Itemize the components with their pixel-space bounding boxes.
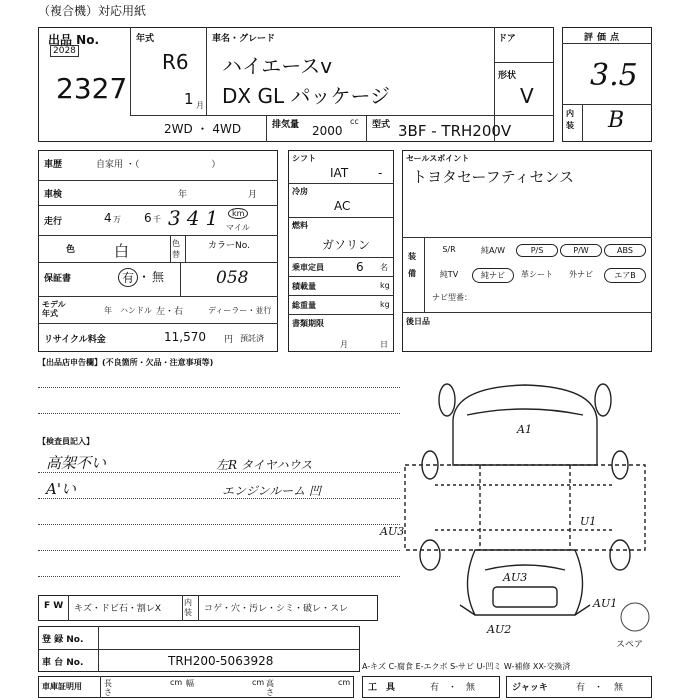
- equipment-item: P/S: [516, 244, 558, 257]
- capacity-label: 乗車定員: [292, 263, 324, 272]
- damage-mark-6: AU2: [487, 623, 512, 636]
- gross-weight-label: 総重量: [292, 301, 316, 310]
- drive-value: 2WD ・ 4WD: [164, 122, 242, 136]
- exhibitor-label: 【出品店申告欄】(不良箇所・欠品・注意事項等): [38, 358, 214, 367]
- sales-point-value: トヨタセーフティセンス: [412, 168, 575, 186]
- equipment-label: 装備: [408, 252, 416, 278]
- color-code-label: カラーNo.: [208, 241, 250, 251]
- shift-value: IAT: [330, 166, 349, 180]
- inspector-note-4: エンジンルーム 凹: [222, 484, 321, 498]
- interior-score: B: [608, 108, 625, 133]
- displacement-unit: cc: [350, 117, 359, 126]
- mileage-thousand-unit: 千: [153, 215, 161, 224]
- color-label: 色: [66, 245, 76, 255]
- certificate-width: 幅: [186, 679, 194, 688]
- damage-mark-4: AU3: [503, 571, 528, 584]
- model-code-label: 型式: [372, 120, 391, 130]
- registration-label: 登 録 No.: [42, 635, 84, 645]
- mileage-thousand: 6: [144, 211, 152, 225]
- tools-label: 工 具: [368, 683, 396, 693]
- inspector-note-1: 高架不い: [46, 454, 107, 472]
- inspection-month-unit: 月: [248, 190, 258, 200]
- vehicle-name-label: 車名・グレード: [212, 34, 276, 44]
- aircon-label: 冷房: [292, 187, 308, 196]
- certificate-unit-2: cm: [252, 678, 265, 687]
- chassis-label: 車 台 No.: [42, 658, 84, 668]
- damage-legend: A-キズ C-腐食 E-エクボ S-サビ U-凹ミ W-補修 XX-交換済: [362, 662, 571, 671]
- inspector-note-3: 左R タイヤハウス: [216, 458, 313, 472]
- equipment-item: 純ナビ: [472, 268, 514, 283]
- mileage-mile-unit: マイル: [226, 223, 250, 232]
- lot-number: 2327: [56, 72, 128, 105]
- history-value: 自家用 ・（ ）: [96, 160, 221, 170]
- gross-weight-unit: kg: [380, 300, 390, 309]
- year-label: 年式: [136, 34, 155, 44]
- dealer-value: ディーラー・並行: [208, 306, 272, 315]
- shape-label: 形状: [498, 71, 517, 81]
- aircon-value: AC: [334, 199, 351, 213]
- warranty-no: 無: [152, 270, 165, 284]
- recycle-amount: 11,570: [164, 330, 206, 344]
- documents-month-unit: 月: [340, 340, 348, 349]
- damage-mark-2: U1: [580, 515, 597, 528]
- equipment-item: ABS: [604, 244, 646, 257]
- certificate-unit-1: cm: [170, 678, 183, 687]
- damage-mark-5: AU1: [593, 597, 618, 610]
- equipment-item: 革シート: [521, 270, 553, 279]
- lot-label: 出品 No.: [48, 33, 100, 47]
- handle-label: ハンドル: [120, 306, 152, 315]
- tools-sep: ・: [448, 683, 458, 693]
- sales-point-label: セールスポイント: [406, 154, 470, 163]
- color-repaint-label: 色替: [172, 239, 180, 259]
- displacement-label: 排気量: [272, 120, 300, 130]
- jack-label: ジャッキ: [512, 683, 548, 693]
- recycle-label: リサイクル料金: [44, 335, 106, 345]
- vehicle-damage-diagram: [375, 375, 665, 645]
- month-value: 1: [184, 90, 194, 108]
- recycle-deposit: 預託済: [240, 334, 264, 343]
- equipment-item: S/R: [442, 245, 456, 254]
- van-side-outline: [405, 465, 645, 550]
- evaluation-label: 評価点: [584, 33, 624, 43]
- model-code-value: 3BF - TRH200V: [398, 122, 512, 140]
- van-roof-line: [467, 409, 583, 415]
- fuel-value: ガソリン: [322, 238, 371, 252]
- inspector-note-2: A'い: [46, 480, 76, 498]
- equipment-item: 外ナビ: [569, 270, 593, 279]
- mileage-ten-thousand-unit: 万: [113, 215, 121, 224]
- documents-day-unit: 日: [380, 340, 388, 349]
- mileage-rest: 341: [168, 206, 225, 230]
- load-label: 積載量: [292, 282, 316, 291]
- model-year-label: モデル年式: [42, 300, 66, 318]
- fuel-label: 燃料: [292, 221, 308, 230]
- front-left-tire: [439, 384, 455, 416]
- fw-items: キズ・ドビ石・割レX: [74, 604, 161, 614]
- rear-right-tire: [610, 540, 630, 570]
- displacement-value: 2000: [312, 124, 343, 138]
- capacity-value: 6: [356, 260, 364, 274]
- fw-interior-items: コゲ・穴・汚レ・シミ・破レ・スレ: [204, 604, 349, 614]
- mileage-km-unit: km: [228, 208, 248, 219]
- shift-dash: -: [378, 166, 383, 180]
- fw-label: F W: [44, 601, 64, 611]
- spare-label: スペア: [616, 640, 644, 650]
- certificate-label: 車庫証明用: [42, 682, 82, 691]
- door-label: ドア: [498, 34, 516, 44]
- jack-no: 無: [614, 683, 624, 693]
- load-unit: kg: [380, 281, 390, 290]
- header-note: （複合機）対応用紙: [38, 4, 147, 18]
- recycle-unit: 円: [224, 335, 234, 345]
- equipment-item: エアB: [604, 268, 646, 283]
- equipment-item: 純A/W: [480, 246, 506, 255]
- history-label: 車歴: [44, 160, 63, 170]
- era-year: R6: [162, 50, 189, 74]
- lot-stamp: 2028: [50, 45, 79, 57]
- shape-value: V: [520, 84, 534, 108]
- interior-label: 内装: [566, 109, 574, 130]
- shift-label: シフト: [292, 154, 316, 163]
- color-code-value: 058: [216, 268, 249, 288]
- color-value: 白: [114, 242, 130, 260]
- certificate-length: 長さ: [104, 679, 112, 697]
- rear-left-tire: [420, 540, 440, 570]
- mileage-ten-thousand: 4: [104, 211, 112, 225]
- damage-mark-3: AU3: [380, 525, 405, 538]
- warranty-yes: 有: [118, 268, 138, 287]
- mileage-label: 走行: [44, 217, 63, 227]
- inspection-label: 車検: [44, 190, 63, 200]
- inspector-label: 【検査員記入】: [38, 437, 94, 446]
- equipment-item: 純TV: [439, 270, 459, 279]
- evaluation-score: 3.5: [590, 58, 638, 93]
- certificate-height: 高さ: [266, 679, 274, 697]
- handle-value: 左・右: [156, 307, 184, 317]
- model-year-unit: 年: [104, 306, 112, 315]
- month-suffix: 月: [196, 101, 204, 110]
- spare-tire-icon: [621, 603, 649, 631]
- after-day-label: 後日品: [406, 317, 430, 326]
- chassis-value: TRH200-5063928: [168, 654, 274, 668]
- capacity-unit: 名: [380, 263, 388, 272]
- vehicle-model: ハイエースv: [222, 54, 333, 78]
- jack-yes: 有: [576, 683, 586, 693]
- front-right-tire: [595, 384, 611, 416]
- damage-mark-1: A1: [517, 423, 532, 436]
- warranty-label: 保証書: [44, 274, 72, 284]
- vehicle-grade: DX GL パッケージ: [222, 84, 391, 108]
- tools-no: 無: [466, 683, 476, 693]
- navi-model-label: ナビ型番：: [432, 293, 472, 302]
- fw-interior-label: 内装: [184, 598, 192, 617]
- documents-label: 書類期限: [292, 319, 324, 328]
- jack-sep: ・: [594, 683, 604, 693]
- equipment-item: P/W: [560, 244, 602, 257]
- certificate-unit-3: cm: [338, 678, 351, 687]
- tools-yes: 有: [430, 683, 440, 693]
- warranty-sep: ・: [138, 270, 151, 284]
- inspection-year-unit: 年: [178, 190, 188, 200]
